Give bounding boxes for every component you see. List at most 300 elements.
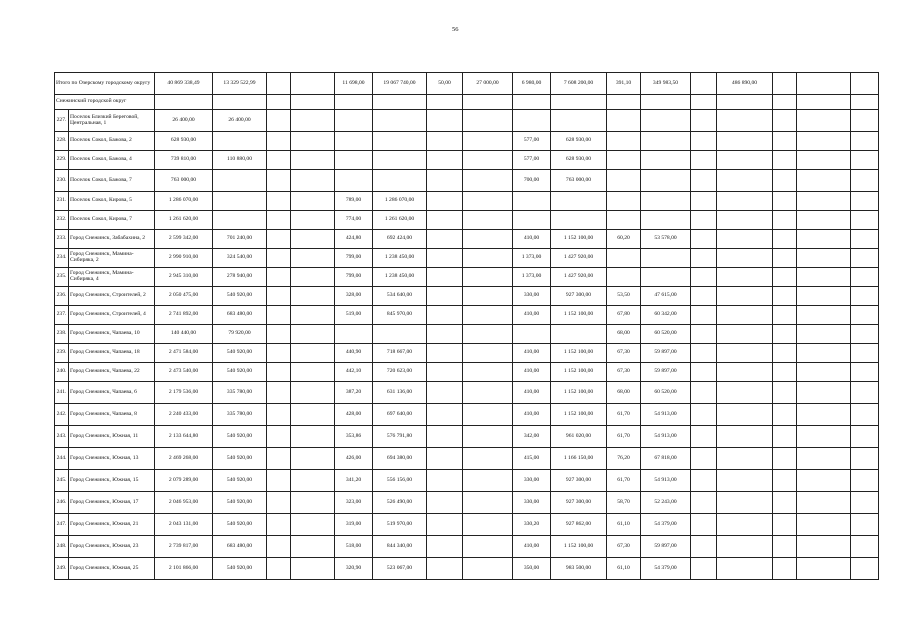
empty-cell [851,404,879,426]
value-cell [773,426,797,448]
value-cell [291,287,335,306]
value-cell [427,110,463,132]
value-cell [427,211,463,230]
empty-cell [851,192,879,211]
empty-cell [797,306,851,325]
value-cell: 1 286 070,00 [155,192,213,211]
table-row [55,325,879,344]
value-cell: 330,20 [513,514,551,536]
value-cell: 54 913,00 [641,426,691,448]
row-number: 246. [55,492,69,514]
value-cell: 61,70 [607,404,641,426]
value-cell [691,306,717,325]
value-cell: 26 400,00 [213,110,267,132]
table-row [55,382,879,404]
value-cell [335,132,373,151]
value-cell [291,132,335,151]
row-number: 237. [55,306,69,325]
value-cell [213,211,267,230]
value-cell: 927 300,00 [551,470,607,492]
address-cell: Город Снежинск, Строителей, 4 [69,306,155,325]
value-cell: 1 373,00 [513,268,551,287]
value-cell [717,287,773,306]
value-cell [691,492,717,514]
empty-cell [851,73,879,95]
value-cell [463,287,513,306]
address-cell: Город Снежинск, Южная, 23 [69,536,155,558]
value-cell [267,404,291,426]
value-cell [373,325,427,344]
empty-cell [513,95,551,110]
value-cell: 683 480,00 [213,536,267,558]
section-row [55,95,879,110]
value-cell [773,448,797,470]
value-cell: 694 380,00 [373,448,427,470]
value-cell [773,287,797,306]
value-cell: 628 930,00 [551,151,607,170]
value-cell: 67,30 [607,344,641,363]
value-cell: 61,10 [607,514,641,536]
total-cell: 349 983,50 [641,73,691,95]
value-cell: 577,00 [513,132,551,151]
value-cell: 927 300,00 [551,492,607,514]
address-cell: Поселок Сокол, Бажова, 4 [69,151,155,170]
value-cell [717,470,773,492]
value-cell: 2 739 817,00 [155,536,213,558]
value-cell: 60 520,00 [641,325,691,344]
table-row [55,230,879,249]
value-cell [641,151,691,170]
value-cell: 323,00 [335,492,373,514]
total-cell: 6 980,00 [513,73,551,95]
value-cell [463,536,513,558]
value-cell: 534 640,00 [373,287,427,306]
empty-cell [851,558,879,580]
address-cell: Город Снежинск, Чапаева, 22 [69,363,155,382]
value-cell [427,514,463,536]
value-cell [773,211,797,230]
empty-cell [797,132,851,151]
value-cell [267,470,291,492]
value-cell [291,325,335,344]
empty-cell [797,536,851,558]
value-cell [607,268,641,287]
value-cell [717,306,773,325]
value-cell [773,306,797,325]
empty-cell [851,492,879,514]
value-cell [717,558,773,580]
value-cell [267,170,291,192]
value-cell: 60,20 [607,230,641,249]
empty-cell [851,382,879,404]
value-cell [291,470,335,492]
empty-cell [797,170,851,192]
total-cell: 19 067 740,00 [373,73,427,95]
table-row [55,170,879,192]
value-cell [773,192,797,211]
address-cell: Город Снежинск, Строителей, 2 [69,287,155,306]
value-cell: 720 623,00 [373,363,427,382]
value-cell: 1 261 620,00 [155,211,213,230]
value-cell: 1 427 920,00 [551,249,607,268]
value-cell: 519 970,00 [373,514,427,536]
value-cell [427,151,463,170]
total-cell: 13 329 522,99 [213,73,267,95]
value-cell: 2 050 475,00 [155,287,213,306]
empty-cell [335,95,373,110]
value-cell: 324 540,00 [213,249,267,268]
table-row [55,306,879,325]
empty-cell [373,95,427,110]
value-cell [691,363,717,382]
value-cell [291,249,335,268]
row-number: 244. [55,448,69,470]
section-label: Снежинский городской округ [55,95,155,110]
value-cell [717,426,773,448]
address-cell: Поселок Близкий Береговой, Центральная, 1 [69,110,155,132]
value-cell: 789,00 [335,192,373,211]
value-cell [335,151,373,170]
value-cell: 54 913,00 [641,470,691,492]
address-cell: Город Снежинск, Южная, 17 [69,492,155,514]
value-cell [291,170,335,192]
empty-cell [797,404,851,426]
value-cell [267,492,291,514]
table-row [55,558,879,580]
value-cell [427,382,463,404]
value-cell [773,268,797,287]
value-cell: 330,00 [513,492,551,514]
value-cell [463,492,513,514]
empty-cell [797,268,851,287]
value-cell: 961 020,00 [551,426,607,448]
value-cell [267,287,291,306]
value-cell: 763 000,00 [551,170,607,192]
value-cell [773,404,797,426]
value-cell [291,558,335,580]
value-cell [267,268,291,287]
value-cell: 353,86 [335,426,373,448]
value-cell: 410,00 [513,230,551,249]
value-cell [373,151,427,170]
value-cell: 2 473 540,00 [155,363,213,382]
table-row [55,404,879,426]
row-number: 238. [55,325,69,344]
value-cell [717,404,773,426]
value-cell: 2 741 892,00 [155,306,213,325]
value-cell [551,192,607,211]
value-cell [773,249,797,268]
row-number: 234. [55,249,69,268]
value-cell: 631 136,00 [373,382,427,404]
address-cell: Поселок Сокол, Кирова, 7 [69,211,155,230]
value-cell: 319,00 [335,514,373,536]
value-cell [463,426,513,448]
value-cell: 59 897,00 [641,344,691,363]
value-cell [773,492,797,514]
row-number: 235. [55,268,69,287]
empty-cell [797,344,851,363]
value-cell [551,325,607,344]
empty-cell [797,448,851,470]
value-cell [717,170,773,192]
value-cell: 2 079 289,00 [155,470,213,492]
value-cell [717,382,773,404]
value-cell: 1 152 100,00 [551,382,607,404]
value-cell [373,170,427,192]
data-table [54,72,879,580]
total-row [55,73,879,95]
value-cell: 2 471 584,00 [155,344,213,363]
value-cell [773,132,797,151]
value-cell [373,132,427,151]
row-number: 247. [55,514,69,536]
value-cell: 1 238 450,00 [373,249,427,268]
value-cell: 540 920,00 [213,363,267,382]
value-cell [463,448,513,470]
value-cell [463,170,513,192]
table-row [55,151,879,170]
value-cell: 2 101 866,00 [155,558,213,580]
empty-cell [797,514,851,536]
value-cell: 1 238 450,00 [373,268,427,287]
value-cell: 440,90 [335,344,373,363]
total-cell [691,73,717,95]
value-cell: 428,00 [335,404,373,426]
value-cell: 410,00 [513,363,551,382]
value-cell [291,230,335,249]
value-cell [691,249,717,268]
empty-cell [797,287,851,306]
table-row [55,536,879,558]
value-cell: 774,00 [335,211,373,230]
value-cell [717,151,773,170]
table-row [55,249,879,268]
value-cell [291,192,335,211]
value-cell: 410,00 [513,536,551,558]
value-cell: 2 046 953,00 [155,492,213,514]
empty-cell [551,95,607,110]
value-cell: 328,00 [335,287,373,306]
value-cell [607,170,641,192]
row-number: 227. [55,110,69,132]
value-cell: 330,00 [513,470,551,492]
value-cell [427,132,463,151]
value-cell [291,492,335,514]
empty-cell [155,95,213,110]
value-cell: 2 599 342,00 [155,230,213,249]
empty-cell [797,492,851,514]
value-cell [607,110,641,132]
empty-cell [291,95,335,110]
value-cell [291,363,335,382]
value-cell: 342,00 [513,426,551,448]
value-cell: 26 400,00 [155,110,213,132]
empty-cell [851,344,879,363]
value-cell: 424,80 [335,230,373,249]
empty-cell [717,95,773,110]
value-cell [267,363,291,382]
value-cell [773,536,797,558]
value-cell: 927 862,00 [551,514,607,536]
value-cell: 410,00 [513,382,551,404]
value-cell [463,110,513,132]
value-cell: 692 424,00 [373,230,427,249]
empty-cell [851,363,879,382]
row-number: 232. [55,211,69,230]
value-cell [427,363,463,382]
empty-cell [797,470,851,492]
value-cell [267,426,291,448]
value-cell: 519,00 [335,306,373,325]
value-cell [427,448,463,470]
empty-cell [851,325,879,344]
value-cell [691,514,717,536]
address-cell: Город Снежинск, Мамина-Сибиряка, 4 [69,268,155,287]
value-cell [463,151,513,170]
value-cell [691,536,717,558]
value-cell: 410,00 [513,404,551,426]
value-cell [691,404,717,426]
value-cell: 330,00 [513,287,551,306]
empty-cell [851,95,879,110]
value-cell [463,404,513,426]
value-cell [691,448,717,470]
address-cell: Город Снежинск, Чапаева, 18 [69,344,155,363]
value-cell: 54 379,00 [641,558,691,580]
empty-cell [641,95,691,110]
value-cell [373,110,427,132]
empty-cell [797,426,851,448]
value-cell: 410,00 [513,306,551,325]
row-number: 249. [55,558,69,580]
value-cell: 67,30 [607,363,641,382]
value-cell [717,514,773,536]
value-cell: 59 897,00 [641,363,691,382]
value-cell: 61,70 [607,470,641,492]
value-cell: 341,20 [335,470,373,492]
total-cell: 27 000,00 [463,73,513,95]
empty-cell [851,287,879,306]
row-number: 242. [55,404,69,426]
value-cell: 53 578,00 [641,230,691,249]
empty-cell [797,363,851,382]
value-cell [427,470,463,492]
value-cell: 320,90 [335,558,373,580]
value-cell [607,132,641,151]
value-cell [427,249,463,268]
value-cell [463,470,513,492]
value-cell [427,230,463,249]
value-cell [691,211,717,230]
row-number: 243. [55,426,69,448]
address-cell: Город Снежинск, Южная, 15 [69,470,155,492]
table-row [55,470,879,492]
empty-cell [851,448,879,470]
value-cell [773,110,797,132]
value-cell [463,382,513,404]
value-cell [267,249,291,268]
value-cell: 2 469 268,00 [155,448,213,470]
value-cell: 763 000,00 [155,170,213,192]
row-number: 231. [55,192,69,211]
value-cell [267,558,291,580]
value-cell [335,325,373,344]
table-row [55,426,879,448]
value-cell [773,382,797,404]
value-cell [291,404,335,426]
value-cell: 526 490,00 [373,492,427,514]
value-cell: 1 152 100,00 [551,404,607,426]
value-cell: 701 240,00 [213,230,267,249]
value-cell [717,448,773,470]
empty-cell [797,325,851,344]
value-cell [607,192,641,211]
value-cell [427,192,463,211]
table-row [55,514,879,536]
total-cell: 7 608 200,00 [551,73,607,95]
table-row [55,211,879,230]
value-cell: 61,70 [607,426,641,448]
empty-cell [797,151,851,170]
value-cell: 540 920,00 [213,558,267,580]
value-cell: 2 990 910,00 [155,249,213,268]
value-cell: 54 913,00 [641,404,691,426]
value-cell [291,514,335,536]
row-number: 245. [55,470,69,492]
value-cell: 350,00 [513,558,551,580]
value-cell [291,448,335,470]
total-cell: 11 698,00 [335,73,373,95]
value-cell [427,344,463,363]
empty-cell [851,514,879,536]
value-cell [717,192,773,211]
value-cell [427,536,463,558]
value-cell [291,268,335,287]
value-cell: 540 920,00 [213,514,267,536]
row-number: 241. [55,382,69,404]
value-cell: 415,00 [513,448,551,470]
value-cell [717,211,773,230]
value-cell: 983 500,00 [551,558,607,580]
address-cell: Город Снежинск, Южная, 11 [69,426,155,448]
value-cell [427,426,463,448]
value-cell [717,132,773,151]
value-cell [463,325,513,344]
empty-cell [851,470,879,492]
value-cell [773,514,797,536]
value-cell [291,536,335,558]
value-cell [773,363,797,382]
address-cell: Город Снежинск, Южная, 13 [69,448,155,470]
value-cell [267,192,291,211]
value-cell [641,249,691,268]
value-cell [513,192,551,211]
value-cell: 2 179 536,00 [155,382,213,404]
value-cell [267,382,291,404]
value-cell [717,110,773,132]
value-cell [291,211,335,230]
value-cell [607,249,641,268]
value-cell [691,470,717,492]
value-cell: 577,00 [513,151,551,170]
row-number: 228. [55,132,69,151]
address-cell: Поселок Сокол, Бажова, 7 [69,170,155,192]
empty-cell [851,151,879,170]
total-cell [773,73,797,95]
empty-cell [851,249,879,268]
value-cell [691,382,717,404]
